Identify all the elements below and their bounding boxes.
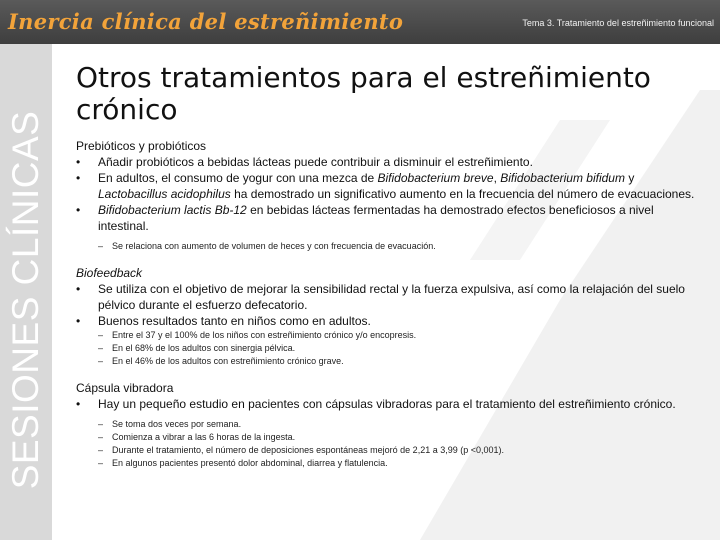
sub-bullet-item [76,355,698,368]
bullet-mark: • [76,203,81,217]
topic-label: Tema 3. Tratamiento del estreñimiento funcional [522,18,714,28]
bullet-text: Se utiliza con el objetivo de mejorar la sensibilidad rectal y la fuerza expulsiva, así como la relajación del suelo pélvico durante el esfuerzo defecatorio. [98,282,685,312]
brand-title: Inercia clínica del estreñimiento [8,9,404,34]
dash-mark: – [98,419,104,429]
bullet-mark: • [76,314,81,328]
sub-bullet-text: En algunos pacientes presentó dolor abdominal, diarrea y flatulencia. [112,458,388,468]
dash-mark: – [98,241,104,251]
bullet-mark: • [76,282,81,296]
species-name: Bifidobacterium bifidum [500,171,625,185]
section-heading-biofeedback [76,265,698,281]
sub-bullet-item [76,342,698,355]
bullet-item [76,170,698,202]
bullet-mark: • [76,171,81,185]
species-name: Bifidobacterium breve [377,171,494,185]
dash-mark: – [98,445,104,455]
bullet-text: Añadir probióticos a bebidas lácteas puede contribuir a disminuir el estreñimiento. [98,155,533,169]
bullet-item [76,396,698,412]
bullet-text: , [493,171,501,185]
sub-bullet-text: Se relaciona con aumento de volumen de heces y con frecuencia de evacuación. [112,241,436,251]
sidebar-label: SESIONES CLÍNICAS [5,110,46,490]
sub-bullet-text: Durante el tratamiento, el número de deposiciones espontáneas mejoró de 2,21 a 3,99 (p <0,001). [112,445,505,455]
sub-bullet-text: Se toma dos veces por semana. [112,419,242,429]
sub-bullet-text: En el 46% de los adultos con estreñimiento crónico grave. [112,356,344,366]
dash-mark: – [98,330,104,340]
sub-bullet-text: En el 68% de los adultos con sinergia pélvica. [112,343,296,353]
dash-mark: – [98,356,104,366]
sub-bullet-item [76,329,698,342]
section-heading-text: Biofeedback [76,266,143,280]
sub-bullet-item [76,431,698,444]
section-heading-prebiotics: Prebióticos y probióticos [76,139,207,153]
bullet-text: en bebidas lácteas fermentadas ha demostrado efectos beneficiosos a nivel intestinal. [98,203,654,233]
dash-mark: – [98,432,104,442]
sub-bullet-text: Entre el 37 y el 100% de los niños con estreñimiento crónico y/o encopresis. [112,330,417,340]
bullet-item [76,154,698,170]
bullet-text: y [624,171,635,185]
bullet-item [76,281,698,313]
section-heading-capsule: Cápsula vibradora [76,381,174,395]
bullet-mark: • [76,155,81,169]
bullet-text: ha demostrado un significativo aumento en la frecuencia del número de evacuaciones. [230,187,695,201]
dash-mark: – [98,343,104,353]
sub-bullet-item [76,418,698,431]
bullet-text: Hay un pequeño estudio en pacientes con cápsulas vibradoras para el tratamiento del estreñimiento crónico. [98,397,676,411]
bullet-item [76,202,698,234]
page-title: Otros tratamientos para el estreñimiento crónico [76,61,651,126]
bullet-text: Buenos resultados tanto en niños como en adultos. [98,314,371,328]
bullet-mark: • [76,397,81,411]
bullet-text: En adultos, el consumo de yogur con una mezca de [98,171,378,185]
species-name: Lactobacillus acidophilus [98,187,231,201]
bullet-item [76,313,698,329]
sub-bullet-item [76,457,698,470]
species-name: Bifidobacterium lactis Bb-12 [98,203,247,217]
sub-bullet-item [76,444,698,457]
sub-bullet-item [76,240,698,253]
sub-bullet-text: Comienza a vibrar a las 6 horas de la ingesta. [112,432,296,442]
slide-content [76,138,698,470]
dash-mark: – [98,458,104,468]
